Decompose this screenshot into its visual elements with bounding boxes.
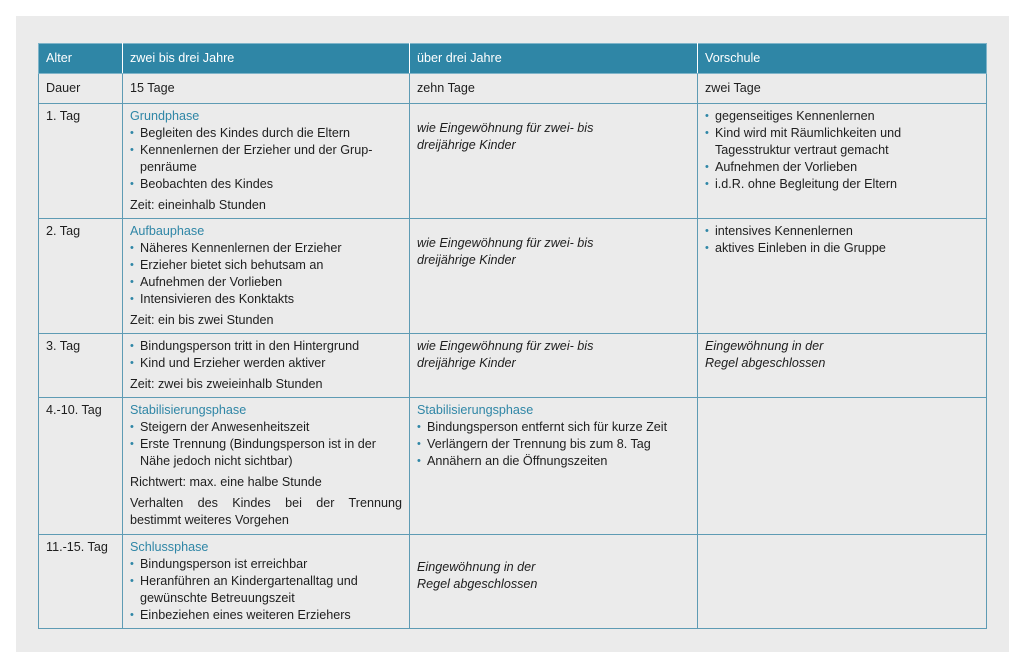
list-item: • Aufnehmen der Vorlieben	[705, 159, 979, 176]
cell-zwei-bis-drei	[123, 398, 410, 535]
list-item: • Beobachten des Kindes	[130, 176, 402, 193]
italic-note: wie Eingewöhnung für zwei- bis dreijährige Kinder	[417, 236, 594, 267]
time-note: Zeit: zwei bis zweieinhalb Stunden	[130, 377, 323, 391]
table-row	[39, 398, 987, 535]
bullet-list	[705, 108, 979, 193]
row-label: 2. Tag	[39, 219, 123, 334]
list-item: • Kennenlernen der Erzieher und der Grup- penräume	[130, 142, 402, 176]
list-item: • gegenseitiges Kennenlernen	[705, 108, 979, 125]
table-row	[39, 535, 987, 629]
row-label: 1. Tag	[39, 104, 123, 219]
phase-title: Stabilisierungsphase	[130, 403, 247, 417]
list-item: • Steigern der Anwesenheitszeit	[130, 419, 402, 436]
list-item: • Begleiten des Kindes durch die Eltern	[130, 125, 402, 142]
cell-ueber-drei	[410, 398, 698, 535]
list-item: • Bindungsperson ist erreichbar	[130, 556, 402, 573]
bullet-list	[130, 419, 402, 470]
header-vorschule: Vorschule	[698, 44, 987, 74]
bullet-list	[130, 125, 402, 193]
row-label: 3. Tag	[39, 334, 123, 398]
bullet-list	[705, 223, 979, 257]
table-row	[39, 104, 987, 219]
header-alter: Alter	[39, 44, 123, 74]
italic-note: Eingewöhnung in der Regel abgeschlossen	[705, 339, 826, 370]
row-label: Dauer	[39, 74, 123, 104]
time-note: Zeit: eineinhalb Stunden	[130, 198, 266, 212]
list-item: • Näheres Kennenlernen der Erzieher	[130, 240, 402, 257]
list-item: • Einbeziehen eines weiteren Erziehers	[130, 607, 402, 624]
italic-note: wie Eingewöhnung für zwei- bis dreijährige Kinder	[417, 121, 594, 152]
eingewoehnung-table	[38, 43, 987, 629]
table-row-dauer	[39, 74, 987, 104]
cell-zwei-bis-drei	[123, 334, 410, 398]
behavior-note: Verhalten des Kindes bei der Trennung bestimmt weiteres Vorgehen	[130, 496, 402, 527]
list-item: • Verlängern der Trennung bis zum 8. Tag	[417, 436, 690, 453]
list-item: • Heranführen an Kindergartenalltag und gewünschte Betreuungszeit	[130, 573, 402, 607]
cell-zwei-bis-drei	[123, 535, 410, 629]
list-item: • Annähern an die Öffnungszeiten	[417, 453, 690, 470]
header-row	[39, 44, 987, 74]
list-item: • Bindungsperson entfernt sich für kurze Zeit	[417, 419, 690, 436]
cell-zwei-bis-drei	[123, 219, 410, 334]
cell-vorschule	[698, 104, 987, 219]
list-item: • Erzieher bietet sich behutsam an	[130, 257, 402, 274]
list-item: • Bindungsperson tritt in den Hintergrund	[130, 338, 402, 355]
list-item: • Kind und Erzieher werden aktiver	[130, 355, 402, 372]
list-item: • i.d.R. ohne Begleitung der Eltern	[705, 176, 979, 193]
time-note: Zeit: ein bis zwei Stunden	[130, 313, 274, 327]
cell-vorschule	[698, 398, 987, 535]
phase-title: Aufbauphase	[130, 224, 205, 238]
header-ueber-drei: über drei Jahre	[410, 44, 698, 74]
cell-vorschule	[698, 535, 987, 629]
cell-ueber-drei: zehn Tage	[410, 74, 698, 104]
cell-zwei-bis-drei: 15 Tage	[123, 74, 410, 104]
cell-zwei-bis-drei	[123, 104, 410, 219]
list-item: • aktives Einleben in die Gruppe	[705, 240, 979, 257]
list-item: • Aufnehmen der Vorlieben	[130, 274, 402, 291]
cell-ueber-drei	[410, 334, 698, 398]
cell-vorschule	[698, 219, 987, 334]
bullet-list	[130, 338, 402, 372]
phase-title: Stabilisierungsphase	[417, 403, 534, 417]
cell-ueber-drei	[410, 219, 698, 334]
italic-note: wie Eingewöhnung für zwei- bis dreijährige Kinder	[417, 339, 594, 370]
bullet-list	[130, 240, 402, 308]
header-zwei-bis-drei: zwei bis drei Jahre	[123, 44, 410, 74]
cell-ueber-drei	[410, 104, 698, 219]
bullet-list	[417, 419, 690, 470]
phase-title: Grundphase	[130, 109, 200, 123]
list-item: • intensives Kennenlernen	[705, 223, 979, 240]
list-item: • Kind wird mit Räumlichkeiten und Tagesstruktur vertraut gemacht	[705, 125, 979, 159]
bullet-list	[130, 556, 402, 624]
phase-title: Schlussphase	[130, 540, 209, 554]
guideline-note: Richtwert: max. eine halbe Stunde	[130, 475, 322, 489]
list-item: • Intensivieren des Konktakts	[130, 291, 402, 308]
cell-vorschule	[698, 334, 987, 398]
table-row	[39, 334, 987, 398]
row-label: 11.-15. Tag	[39, 535, 123, 629]
cell-ueber-drei	[410, 535, 698, 629]
table-row	[39, 219, 987, 334]
cell-vorschule: zwei Tage	[698, 74, 987, 104]
list-item: • Erste Trennung (Bindungsperson ist in der Nähe jedoch nicht sichtbar)	[130, 436, 402, 470]
row-label: 4.-10. Tag	[39, 398, 123, 535]
italic-note: Eingewöhnung in der Regel abgeschlossen	[417, 560, 538, 591]
